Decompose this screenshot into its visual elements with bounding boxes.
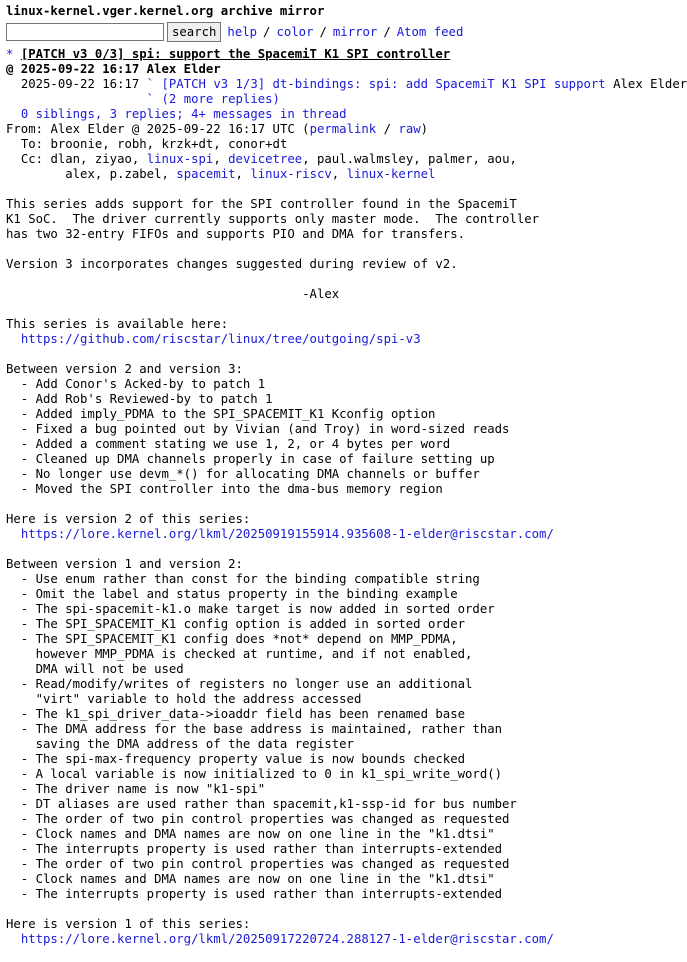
- nav-mirror-link[interactable]: mirror: [332, 24, 378, 39]
- nav-separator: /: [319, 24, 327, 39]
- thread-root-subject-link[interactable]: [PATCH v3 0/3] spi: support the SpacemiT K1 SPI controller: [20, 47, 451, 61]
- nav-atom-feed-link[interactable]: Atom feed: [396, 24, 464, 39]
- site-title: linux-kernel.vger.kernel.org archive mirror: [6, 4, 325, 18]
- thread-child-prefix: `: [146, 77, 155, 91]
- thread-overview: * [PATCH v3 0/3] spi: support the SpacemiT K1 SPI controller @ 2025-09-22 16:17 Alex Elder 2025-09-22 16:17 ` [PATCH v3 1/3] dt-bindings: spi: add SpacemiT K1 SPI support Alex Elder ` (2 more replies) 0 siblings, 3 replies; 4+ messages in thread: [6, 47, 687, 121]
- search-input[interactable]: [6, 23, 164, 41]
- message-body: [6, 197, 687, 947]
- more-replies-link[interactable]: (2 more replies): [161, 92, 280, 106]
- cc-link-linux-spi[interactable]: linux-spi: [146, 152, 214, 166]
- v1-link[interactable]: https://lore.kernel.org/lkml/20250917220724.288127-1-elder@riscstar.com/: [20, 932, 554, 946]
- thread-root-meta: @ 2025-09-22 16:17 Alex Elder: [6, 62, 221, 76]
- repo-link[interactable]: https://github.com/riscstar/linux/tree/outgoing/spi-v3: [20, 332, 421, 346]
- thread-child-author: Alex Elder: [613, 77, 687, 91]
- siblings-summary-link[interactable]: 0 siblings, 3 replies; 4+ messages in thread: [20, 107, 347, 121]
- cc-link-linux-kernel[interactable]: linux-kernel: [346, 167, 436, 181]
- page: [6, 4, 687, 947]
- cc-link-linux-riscv[interactable]: linux-riscv: [250, 167, 332, 181]
- cc-label: Cc:: [20, 152, 44, 166]
- nav-color-link[interactable]: color: [276, 24, 314, 39]
- raw-link[interactable]: raw: [398, 122, 421, 136]
- search-form: [6, 21, 687, 43]
- cc-link-devicetree[interactable]: devicetree: [228, 152, 303, 166]
- thread-child-date: 2025-09-22 16:17: [20, 77, 140, 91]
- from-value: Alex Elder @ 2025-09-22 16:17 UTC: [50, 122, 295, 136]
- from-label: From:: [6, 122, 44, 136]
- v2-link[interactable]: https://lore.kernel.org/lkml/20250919155914.935608-1-elder@riscstar.com/: [20, 527, 554, 541]
- cc-plain: dlan, ziyao,: [50, 152, 140, 166]
- to-label: To:: [20, 137, 44, 151]
- thread-child-subject-link[interactable]: [PATCH v3 1/3] dt-bindings: spi: add SpacemiT K1 SPI support: [161, 77, 606, 91]
- nav-separator: /: [263, 24, 271, 39]
- cc-link-spacemit[interactable]: spacemit: [176, 167, 236, 181]
- permalink-link[interactable]: permalink: [309, 122, 377, 136]
- thread-root-marker: *: [6, 47, 14, 61]
- search-button[interactable]: search: [167, 22, 221, 42]
- changelog-v2: Between version 1 and version 2: - Use enum rather than const for the binding compatible string - Omit the label and status property in the binding example - The spi-spacemit-k1.o make target is now added in sorted order - The SPI_SPACEMIT_K1 config option is added in sorted order - The SPI_SPACEMIT_K1 config does *not* depend on MMP_PDMA, however MMP_PDMA is checked at runtime, and if not enabled, DMA will not be used - Read/modify/writes of registers no longer use an additional "virt" variable to hold the address accessed - The k1_spi_driver_data->ioaddr field has been renamed base - The DMA address for the base address is maintained, rather than saving the DMA address of the data register - The spi-max-frequency property value is now bounds checked - A local variable is now initialized to 0 in k1_spi_write_word() - The driver name is now "k1-spi" - DT aliases are used rather than spacemit,k1-ssp-id for bus number - The order of two pin control properties was changed as requested - Clock names and DMA names are now on one line in the "k1.dtsi" - The interrupts property is used rather than interrupts-extended - The order of two pin control properties was changed as requested - Clock names and DMA names are now on one line in the "k1.dtsi" - The interrupts property is used rather than interrupts-extended Here is version 1 of this series:: [6, 557, 517, 931]
- body-intro: This series adds support for the SPI controller found in the SpacemiT K1 SoC. The driver currently supports only master mode. The controller has two 32-entry FIFOs and supports PIO and DMA for transfers. Version 3 incorporates changes suggested during review of v2. -Alex This series is available here:: [6, 197, 540, 331]
- changelog-v3: Between version 2 and version 3: - Add Conor's Acked-by to patch 1 - Add Rob's Reviewed-by to patch 1 - Added imply_PDMA to the SPI_SPACEMIT_K1 Kconfig option - Fixed a bug pointed out by Vivian (and Troy) in word-sized reads - Added a comment stating we use 1, 2, or 4 bytes per word - Cleaned up DMA channels properly in case of failure setting up - No longer use devm_*() for allocating DMA channels or buffer - Moved the SPI controller into the dma-bus memory region Here is version 2 of this series:: [6, 362, 510, 526]
- message-headers: From: Alex Elder @ 2025-09-22 16:17 UTC (permalink / raw) To: broonie, robh, krzk+dt, conor+dt Cc: dlan, ziyao, linux-spi, devicetree, paul.walmsley, palmer, aou, alex, p.zabel, spacemit, linux-riscv, linux-kernel: [6, 122, 517, 181]
- to-value: broonie, robh, krzk+dt, conor+dt: [50, 137, 288, 151]
- cc-plain-2: alex, p.zabel,: [65, 167, 169, 181]
- nav-separator: /: [383, 24, 391, 39]
- nav-help-link[interactable]: help: [227, 24, 258, 39]
- cc-plain-tail: paul.walmsley, palmer, aou,: [317, 152, 517, 166]
